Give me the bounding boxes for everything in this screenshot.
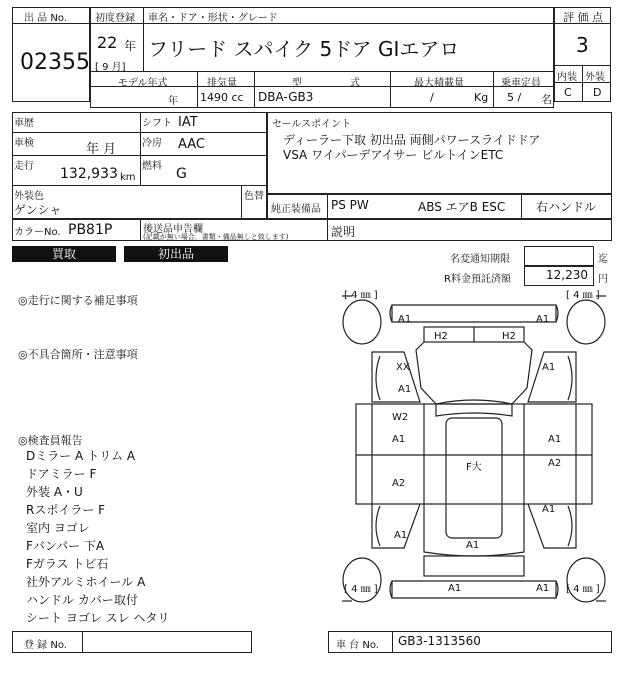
exterior-label: 外装 [585, 72, 605, 83]
inspector-line: Rスポイラー F [26, 503, 106, 517]
inspector-line: シート ヨゴレ スレ ヘタリ [26, 611, 170, 625]
recycle-unit: 円 [598, 274, 608, 285]
damage-mark: H2 [502, 331, 516, 342]
chassis-no: GB3-1313560 [398, 634, 481, 648]
capacity-unit: 名 [541, 93, 552, 106]
registration-no-label: 登 録 No. [24, 640, 67, 651]
displacement-label: 排気量 [207, 78, 237, 89]
capacity: 5 / [507, 91, 522, 104]
docs-note: (記載が無い場合，書類・備品無しと致します) [143, 233, 289, 241]
damage-mark: A1 [392, 434, 406, 445]
first-listing-button[interactable]: 初出品 [124, 246, 228, 262]
damage-mark: A1 [536, 583, 550, 594]
damage-mark: W2 [392, 412, 409, 423]
damage-mark: H2 [434, 331, 448, 342]
capacity-label: 乗車定員 [501, 78, 541, 89]
ext-color: ゲンシャ [14, 203, 62, 217]
score-label: 評 価 点 [563, 11, 603, 24]
damage-mark: F大 [466, 462, 482, 473]
tire-depth-front-right: [ 4 ㎜ ] [566, 290, 600, 301]
mileage: 132,933 [60, 166, 118, 182]
shift-label: シフト [142, 118, 172, 129]
defects-label: ◎不具合箇所・注意事項 [18, 348, 138, 361]
ext-color-label: 外装色 [14, 191, 44, 202]
ac-label: 冷房 [142, 138, 162, 149]
model-year-label: モデル年式 [118, 78, 168, 89]
equipment-items: PS PW [331, 198, 369, 212]
tire-depth-rear-right: [ 4 ㎜ ] [566, 584, 600, 595]
chassis-no-label: 車 台 No. [336, 640, 379, 651]
first-reg-label: 初度登録 [95, 13, 135, 24]
inspector-line: ドアミラー F [26, 467, 97, 481]
damage-mark: A1 [398, 384, 412, 395]
sales-point-line-1: ディーラー下取 初出品 両側パワースライドドア [283, 133, 541, 147]
inspector-line: Fガラス トビ石 [26, 557, 109, 571]
damage-mark: A1 [548, 434, 562, 445]
inspector-line: Fバンパー 下A [26, 539, 105, 553]
steering-side: 右ハンドル [536, 200, 597, 214]
interior-label: 内装 [557, 72, 577, 83]
history-label: 車歴 [14, 118, 34, 129]
recycle-amount: 12,230 [546, 268, 588, 282]
type-label: 型 [292, 78, 302, 89]
sales-point-label: セールスポイント [272, 119, 352, 130]
tire-depth-front-left: [ 4 ㎜ ] [344, 290, 378, 301]
fuel-label: 燃料 [142, 161, 162, 172]
inspector-line: Dミラー A トリム A [26, 449, 136, 463]
damage-mark: A2 [392, 478, 406, 489]
mileage-label: 走行 [14, 161, 34, 172]
max-load-separator: / [430, 91, 434, 104]
fuel: G [176, 166, 187, 182]
damage-mark: A2 [548, 458, 562, 469]
color-no: PB81P [68, 222, 113, 238]
inspection-label: 車検 [14, 138, 34, 149]
damage-mark: A1 [542, 504, 556, 515]
damage-mark: A1 [398, 314, 412, 325]
damage-mark: A1 [542, 362, 556, 373]
explanation: 説明 [331, 225, 356, 239]
score: 3 [576, 33, 589, 57]
lot-number-label: 出 品 No. [24, 13, 67, 24]
name-change-label: 名変通知期限 [450, 254, 510, 265]
inspector-line: 外装 A・U [26, 485, 83, 499]
mileage-unit: km [120, 172, 136, 183]
recycle-label: R料金預託済額 [444, 274, 511, 285]
inspector-label: ◎検査員報告 [18, 434, 83, 447]
ac: AAC [178, 137, 205, 152]
max-load-unit: Kg [474, 91, 489, 104]
equipment-label: 純正装備品 [271, 204, 321, 215]
sales-point-line-2: VSA ワイパーデアイサー ビルトインETC [283, 148, 504, 162]
damage-mark: A1 [466, 540, 480, 551]
inspector-line: 社外アルミホイール A [26, 575, 146, 589]
name-change-unit: 迄 [598, 254, 608, 265]
reg-year-unit: 年 [124, 39, 137, 53]
reg-month: [ 9 月] [95, 62, 126, 73]
inspector-line: 室内 ヨゴレ [26, 521, 90, 535]
damage-mark: A1 [448, 583, 462, 594]
reg-year: 22 [97, 33, 118, 52]
damage-mark: XX [396, 362, 410, 373]
vehicle-name: フリード スパイク 5ドア GIエアロ [148, 37, 460, 61]
exterior-grade: D [593, 86, 602, 99]
repaint-label: 色替 [244, 191, 264, 202]
color-no-label: カラーNo. [14, 227, 61, 238]
lot-number: 02355 [20, 50, 90, 75]
car-damage-diagram [338, 288, 612, 628]
equipment-items-2: ABS エアB ESC [418, 200, 506, 214]
name-change-field [524, 246, 594, 266]
damage-mark: A1 [536, 314, 550, 325]
vehicle-name-label: 車名・ドア・形状・グレード [148, 13, 278, 24]
inspection-value: 年 月 [86, 142, 117, 157]
tire-depth-rear-left: [ 4 ㎜ ] [344, 584, 378, 595]
model-code: DBA-GB3 [258, 90, 314, 104]
model-year-unit: 年 [168, 96, 178, 107]
docs-label: 後送品申告欄 [143, 224, 203, 235]
shift: IAT [178, 115, 198, 130]
max-load-label: 最大積載量 [414, 78, 464, 89]
type-label-2: 式 [350, 78, 360, 89]
displacement: 1490 cc [200, 91, 244, 104]
driving-notes-label: ◎走行に関する補足事項 [18, 294, 138, 307]
damage-mark: A1 [394, 530, 408, 541]
purchase-button[interactable]: 買取 [12, 246, 116, 262]
inspector-line: ハンドル カバー取付 [26, 593, 138, 607]
interior-grade: C [564, 86, 572, 99]
